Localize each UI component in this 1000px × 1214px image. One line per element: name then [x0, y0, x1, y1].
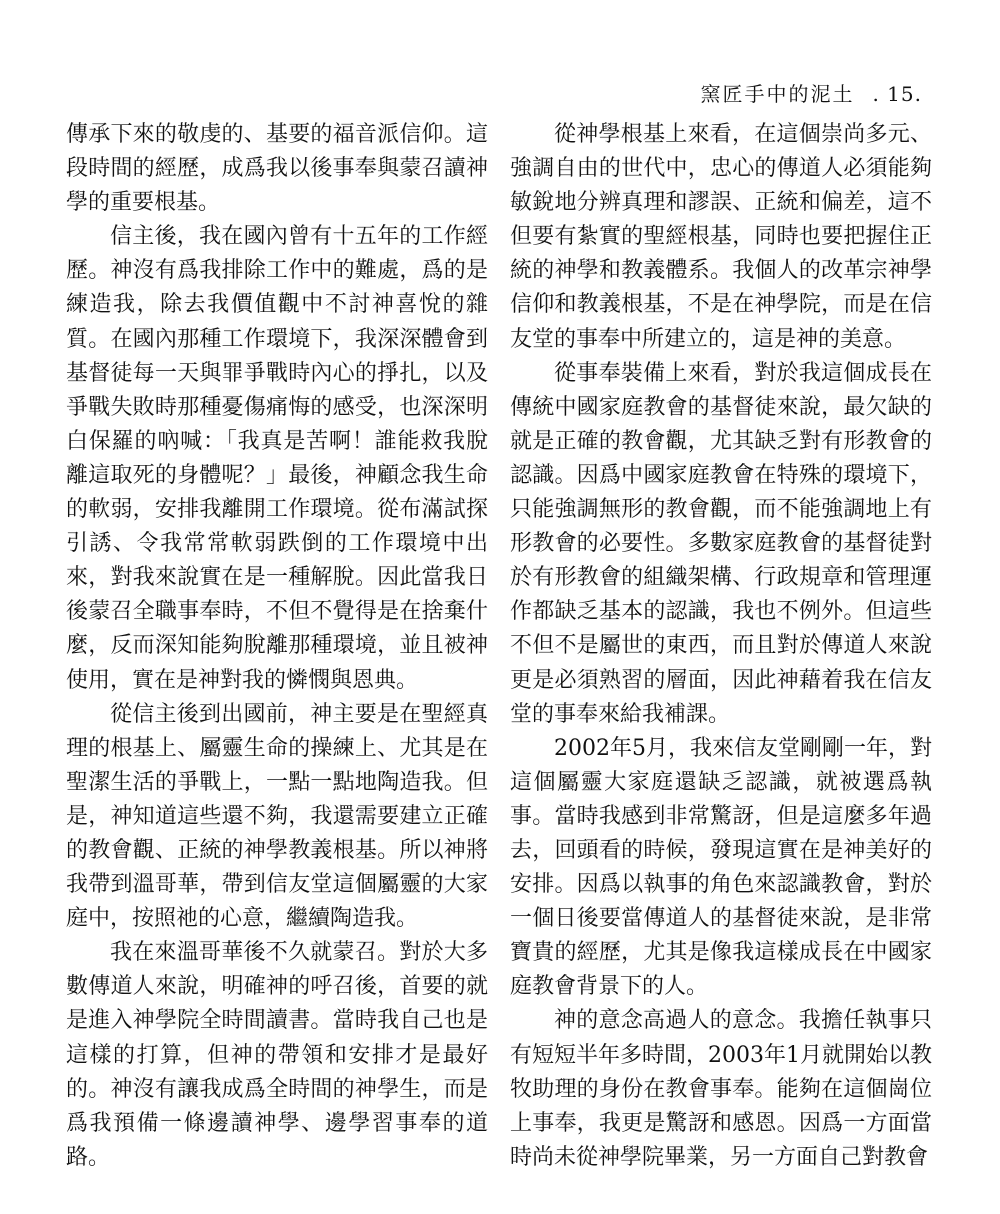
- paragraph: 從神學根基上來看，在這個崇尚多元、強調自由的世代中，忠心的傳道人必須能夠敏銳地分辨真理和謬誤、正統和偏差，這不但要有紮實的聖經根基，同時也要把握住正統的神學和教義體系。我個人的改革宗神學信仰和教義根基，不是在神學院，而是在信友堂的事奉中所建立的，這是神的美意。: [510, 122, 932, 352]
- left-column: [66, 118, 488, 1175]
- right-column: [510, 118, 932, 1175]
- page-number: . 15.: [872, 82, 922, 106]
- paragraph: 神的意念高過人的意念。我擔任執事只有短短半年多時間，2003年1月就開始以教牧助理的身份在教會事奉。能夠在這個崗位上事奉，我更是驚訝和感恩。因爲一方面當時尚未從神學院畢業，另一方面自己對教會: [510, 1008, 932, 1170]
- paragraph: 從事奉裝備上來看，對於我這個成長在傳統中國家庭教會的基督徒來說，最欠缺的就是正確的教會觀，尤其缺乏對有形教會的認識。因爲中國家庭教會在特殊的環境下，只能強調無形的教會觀，而不能強調地上有形教會的必要性。多數家庭教會的基督徒對於有形教會的組織架構、行政規章和管理運作都缺乏基本的認識，我也不例外。但這些不但不是屬世的東西，而且對於傳道人來說更是必須熟習的層面，因此神藉着我在信友堂的事奉來給我補課。: [510, 360, 932, 727]
- chapter-title: 窯匠手中的泥土: [700, 82, 855, 106]
- paragraph: 從信主後到出國前，神主要是在聖經真理的根基上、屬靈生命的操練上、尤其是在聖潔生活的爭戰上，一點一點地陶造我。但是，神知道這些還不夠，我還需要建立正確的教會觀、正統的神學教義根基。所以神將我帶到溫哥華，帶到信友堂這個屬靈的大家庭中，按照祂的心意，繼續陶造我。: [66, 701, 488, 932]
- paragraph: 2002年5月，我來信友堂剛剛一年，對這個屬靈大家庭還缺乏認識，就被選爲執事。當時我感到非常驚訝，但是這麼多年過去，回頭看的時候，發現這實在是神美好的安排。因爲以執事的角色來認識教會，對於一個日後要當傳道人的基督徒來說，是非常寶貴的經歷，尤其是像我這樣成長在中國家庭教會背景下的人。: [510, 735, 932, 1000]
- running-head: [700, 78, 922, 107]
- paragraph: 信主後，我在國內曾有十五年的工作經歷。神沒有爲我排除工作中的難處，爲的是練造我，除去我價值觀中不討神喜悅的雜質。在國內那種工作環境下，我深深體會到基督徒每一天與罪爭戰時內心的掙扎，以及爭戰失敗時那種憂傷痛悔的感受，也深深明白保羅的吶喊：「我真是苦啊！誰能救我脫離這取死的身體呢？」最後，神顧念我生命的軟弱，安排我離開工作環境。從布滿試探引誘、令我常常軟弱跌倒的工作環境中出來，對我來說實在是一種解脫。因此當我日後蒙召全職事奉時，不但不覺得是在捨棄什麼，反而深知能夠脫離那種環境，並且被神使用，實在是神對我的憐憫與恩典。: [66, 224, 488, 693]
- paragraph: 傳承下來的敬虔的、基要的福音派信仰。這段時間的經歷，成爲我以後事奉與蒙召讀神學的重要根基。: [66, 122, 488, 216]
- paragraph: 我在來溫哥華後不久就蒙召。對於大多數傳道人來說，明確神的呼召後，首要的就是進入神學院全時間讀書。當時我自己也是這樣的打算，但神的帶領和安排才是最好的。神沒有讓我成爲全時間的神學生，而是爲我預備一條邊讀神學、邊學習事奉的道路。: [66, 940, 488, 1170]
